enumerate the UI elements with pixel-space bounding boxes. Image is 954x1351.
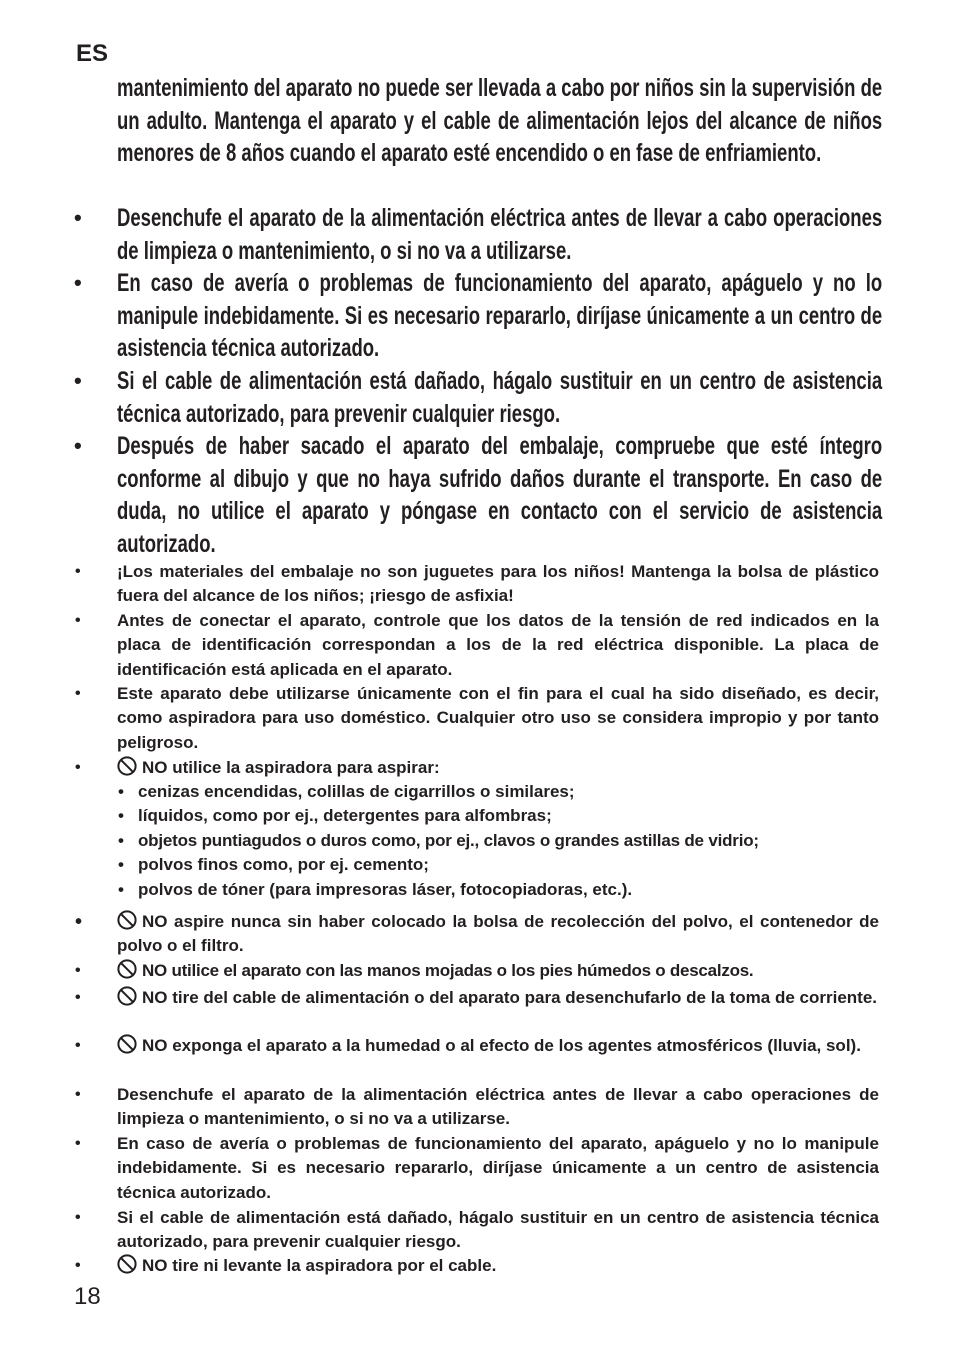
bullet: • bbox=[75, 989, 81, 1006]
paragraph-text: En caso de avería o problemas de funcionamiento del aparato, apáguelo y no lo manipule indebidamente. Si es necesario repararlo, diríjase únicamente a un centro de asistencia técnica autorizado. bbox=[117, 1134, 879, 1202]
bullet: • bbox=[74, 368, 82, 393]
paragraph-label: NO tire del cable de alimentación o del aparato para desenchufarlo de la toma de corriente. bbox=[142, 988, 877, 1007]
list-item bbox=[72, 430, 882, 560]
paragraph-text: Antes de conectar el aparato, controle que los datos de la tensión de red indicados en la placa de identificación correspondan a los de la red eléctrica disponible. La placa de identificación está aplicada en el aparato. bbox=[117, 611, 879, 679]
paragraph-text: Si el cable de alimentación está dañado, hágalo sustituir en un centro de asistencia técnica autorizado, para prevenir cualquier riesgo. bbox=[117, 1208, 879, 1252]
list-item bbox=[72, 72, 882, 170]
paragraph-label: NO utilice el aparato con las manos mojadas o los pies húmedos o descalzos. bbox=[142, 961, 754, 980]
prohibition-icon bbox=[117, 959, 137, 979]
list-item bbox=[72, 365, 882, 430]
sub-list-item bbox=[118, 780, 888, 804]
bullet: • bbox=[75, 1086, 81, 1103]
paragraph-text: Este aparato debe utilizarse únicamente con el fin para el cual ha sido diseñado, es decir, como aspiradora para uso doméstico. Cualquier otro uso se considera impropio y por tanto peligroso. bbox=[117, 684, 879, 752]
sub-bullet: • bbox=[118, 831, 124, 850]
prohibition-icon bbox=[117, 986, 137, 1006]
list-item bbox=[72, 1206, 882, 1255]
prohibition-icon bbox=[117, 1034, 137, 1054]
paragraph-text bbox=[117, 986, 879, 1010]
list-item bbox=[72, 986, 882, 1010]
sub-list-item bbox=[118, 829, 888, 853]
bullet: • bbox=[75, 685, 81, 702]
sub-item-text: polvos de tóner (para impresoras láser, fotocopiadoras, etc.). bbox=[138, 880, 633, 899]
sub-item-text: líquidos, como por ej., detergentes para alfombras; bbox=[138, 806, 552, 825]
sub-list-item bbox=[118, 878, 888, 902]
bullet: • bbox=[75, 1037, 81, 1054]
bullet: • bbox=[75, 1135, 81, 1152]
paragraph-text: mantenimiento del aparato no puede ser llevada a cabo por niños sin la supervisión de un adulto. Mantenga el aparato y el cable de alimentación lejos del alcance de niños menores de 8 años cuando el aparato esté encendido o en fase de enfriamiento. bbox=[117, 74, 883, 167]
bullet: • bbox=[75, 759, 81, 776]
list-item bbox=[72, 1132, 882, 1205]
bullet: • bbox=[74, 205, 82, 230]
prohibition-icon bbox=[117, 910, 137, 930]
paragraph-label: NO tire ni levante la aspiradora por el cable. bbox=[142, 1256, 497, 1275]
paragraph-text bbox=[117, 1254, 879, 1278]
list-item bbox=[72, 609, 882, 682]
prohibition-icon bbox=[117, 756, 137, 776]
bullet: • bbox=[74, 433, 82, 458]
list-item bbox=[72, 202, 882, 267]
list-item bbox=[72, 910, 882, 959]
sub-item-text: polvos finos como, por ej. cemento; bbox=[138, 855, 429, 874]
sub-bullet: • bbox=[118, 806, 124, 825]
paragraph-text bbox=[117, 1034, 879, 1058]
paragraph-text: ¡Los materiales del embalaje no son juguetes para los niños! Mantenga la bolsa de plástico fuera del alcance de los niños; ¡riesgo de asfixia! bbox=[117, 562, 879, 606]
bullet: • bbox=[75, 612, 81, 629]
bullet: • bbox=[75, 911, 83, 933]
paragraph-text bbox=[117, 756, 879, 780]
sub-list-item bbox=[118, 804, 888, 828]
bullet: • bbox=[75, 962, 81, 979]
bullet: • bbox=[75, 563, 81, 580]
sub-item-text: cenizas encendidas, colillas de cigarrillos o similares; bbox=[138, 782, 575, 801]
list-item bbox=[72, 756, 882, 780]
bullet: • bbox=[75, 1257, 81, 1274]
list-item bbox=[72, 959, 882, 983]
paragraph-text: Si el cable de alimentación está dañado, hágalo sustituir en un centro de asistencia técnica autorizado, para prevenir cualquier riesgo. bbox=[117, 367, 883, 428]
list-item bbox=[72, 1034, 882, 1058]
paragraph-label: NO exponga el aparato a la humedad o al efecto de los agentes atmosféricos (lluvia, sol). bbox=[142, 1036, 861, 1055]
paragraph-text bbox=[117, 959, 879, 983]
paragraph-label: NO utilice la aspiradora para aspirar: bbox=[142, 758, 440, 777]
paragraph-text: Desenchufe el aparato de la alimentación eléctrica antes de llevar a cabo operaciones de limpieza o mantenimiento, o si no va a utilizarse. bbox=[117, 1085, 879, 1129]
bullet: • bbox=[75, 1209, 81, 1226]
paragraph-text: Desenchufe el aparato de la alimentación eléctrica antes de llevar a cabo operaciones de limpieza o mantenimiento, o si no va a utilizarse. bbox=[117, 204, 883, 265]
list-item bbox=[72, 560, 882, 609]
list-item bbox=[72, 1254, 882, 1278]
page-number: 18 bbox=[74, 1283, 101, 1310]
language-code: ES bbox=[76, 40, 109, 67]
paragraph-text: Después de haber sacado el aparato del embalaje, compruebe que esté íntegro conforme al dibujo y que no haya sufrido daños durante el transporte. En caso de duda, no utilice el aparato y póngase en contacto con el servicio de asistencia autorizado. bbox=[117, 432, 883, 558]
sub-item-text: objetos puntiagudos o duros como, por ej., clavos o grandes astillas de vidrio; bbox=[138, 831, 759, 850]
paragraph-label: NO aspire nunca sin haber colocado la bolsa de recolección del polvo, el contenedor de polvo o el filtro. bbox=[117, 912, 879, 956]
sub-bullet: • bbox=[118, 782, 124, 801]
bullet: • bbox=[74, 270, 82, 295]
paragraph-text: En caso de avería o problemas de funcionamiento del aparato, apáguelo y no lo manipule indebidamente. Si es necesario repararlo, diríjase únicamente a un centro de asistencia técnica autorizado. bbox=[117, 269, 883, 362]
sub-bullet: • bbox=[118, 855, 124, 874]
sub-bullet: • bbox=[118, 880, 124, 899]
list-item bbox=[72, 682, 882, 755]
sub-list-item bbox=[118, 853, 888, 877]
prohibition-icon bbox=[117, 1254, 137, 1274]
list-item bbox=[72, 267, 882, 365]
list-item bbox=[72, 1083, 882, 1132]
paragraph-text bbox=[117, 910, 879, 959]
